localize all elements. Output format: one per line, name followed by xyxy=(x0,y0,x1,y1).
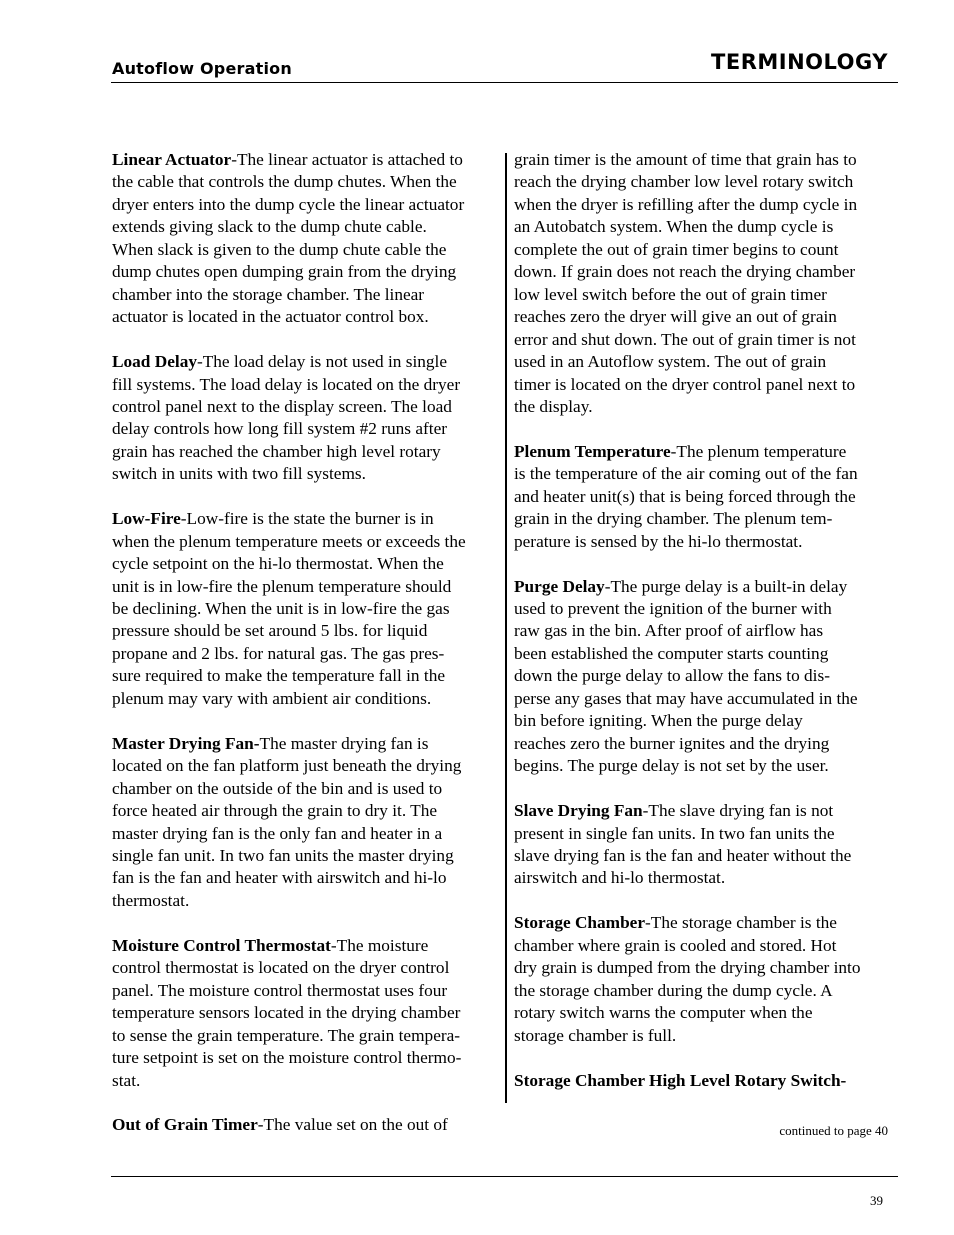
entry-text: -The plenum temperature is the temperature of the air coming out of the fan and heater unit(s) that is being forced through the grain in the drying chamber. The plenum tem- perature is sensed by the hi-lo thermostat. xyxy=(514,441,858,551)
entry-term: Storage Chamber xyxy=(514,913,646,933)
entry-term: Plenum Temperature xyxy=(514,441,671,461)
entry-text: -Low-fire is the state the burner is in when the plenum temperature meets or exceeds the cycle setpoint on the hi-lo thermostat. When the unit is in low-fire the plenum temperature should be declining. When the unit is in low-fire the gas pressure should be set around 5 lbs. for liquid propane and 2 lbs. for natural gas. The gas pres- sure required to make the temperature fall in the plenum may vary with ambient air conditions. xyxy=(112,509,466,708)
entry-text: -The storage chamber is the chamber where grain is cooled and stored. Hot dry grain is dumped from the drying chamber into the storage chamber during the dump cycle. A rotary switch warns the computer when the storage chamber is full. xyxy=(514,913,861,1045)
entry-text: -The linear actuator is attached to the cable that controls the dump chutes. When the dryer enters into the dump cycle the linear actuator extends giving slack to the dump chute cable. When slack is given to the dump chute cable the dump chutes open dumping grain from the drying chamber into the storage chamber. The linear actuator is located in the actuator control box. xyxy=(112,150,465,327)
glossary-entry xyxy=(112,508,500,710)
entry-text: grain timer is the amount of time that grain has to reach the drying chamber low level rotary switch when the dryer is refilling after the dump cycle in an Autobatch system. When the dump cycle is complete the out of grain timer begins to count down. If grain does not reach the drying chamber low level switch before the out of grain timer reaches zero the dryer will give an out of grain error and shut down. The out of grain timer is not used in an Autoflow system. The out of grain timer is located on the dryer control panel next to the display. xyxy=(514,150,858,416)
header-divider xyxy=(111,82,898,83)
entry-term: Out of Grain Timer xyxy=(112,1115,258,1135)
entry-term: Slave Drying Fan xyxy=(514,801,643,821)
glossary-entry xyxy=(514,149,894,418)
right-column xyxy=(514,149,894,1114)
entry-text: The master drying fan is located on the fan platform just beneath the drying chamber on the outside of the bin and is used to force heated air through the grain to dry it. The master drying fan is the only fan and heater in a single fan unit. In two fan units the master drying fan is the fan and heater with airswitch and hi-lo thermostat. xyxy=(112,733,462,910)
left-column xyxy=(112,149,500,1159)
column-divider xyxy=(505,153,507,1103)
glossary-entry xyxy=(514,576,894,778)
entry-term: Moisture Control Thermostat xyxy=(112,935,331,955)
entry-term: Load Delay xyxy=(112,352,197,372)
entry-text: -The purge delay is a built-in delay used to prevent the ignition of the burner with raw gas in the bin. After proof of airflow has been established the computer starts counting down the purge delay to allow the fans to dis- perse any gases that may have accumulated in the bin before igniting. When the purge delay reaches zero the burner ignites and the drying begins. The purge delay is not set by the user. xyxy=(514,576,858,776)
section-header: Autoflow Operation xyxy=(112,59,292,78)
glossary-entry xyxy=(112,351,500,486)
footer-divider xyxy=(111,1176,898,1177)
entry-term: Purge Delay xyxy=(514,576,605,596)
page-number: 39 xyxy=(870,1193,883,1208)
entry-term: Storage Chamber High Level Rotary Switch- xyxy=(514,1070,847,1090)
entry-text: -The value set on the out of xyxy=(257,1115,448,1135)
glossary-entry xyxy=(514,1070,894,1092)
entry-text: -The slave drying fan is not present in single fan units. In two fan units the slave drying fan is the fan and heater without the airswitch and hi-lo thermostat. xyxy=(514,801,852,888)
glossary-entry xyxy=(514,912,894,1047)
glossary-entry xyxy=(112,149,500,329)
glossary-entry xyxy=(112,1114,500,1136)
entry-term: Linear Actuator xyxy=(112,150,232,169)
glossary-entry xyxy=(112,935,500,1092)
glossary-entry xyxy=(514,800,894,890)
glossary-entry xyxy=(514,441,894,553)
entry-term: Master Drying Fan- xyxy=(112,733,260,753)
entry-text: -The load delay is not used in single fill systems. The load delay is located on the dryer control panel next to the display screen. The load delay controls how long fill system #2 runs after grain has reached the chamber high level rotary switch in units with two fill systems. xyxy=(112,352,461,484)
glossary-entry xyxy=(112,733,500,913)
page-title: TERMINOLOGY xyxy=(711,50,888,74)
entry-term: Low-Fire xyxy=(112,509,181,529)
entry-text: -The moisture control thermostat is located on the dryer control panel. The moisture control thermostat uses four temperature sensors located in the drying chamber to sense the grain temperature. The grain tempera- ture setpoint is set on the moisture control thermo- stat. xyxy=(112,935,462,1090)
continued-note: continued to page 40 xyxy=(779,1123,888,1138)
